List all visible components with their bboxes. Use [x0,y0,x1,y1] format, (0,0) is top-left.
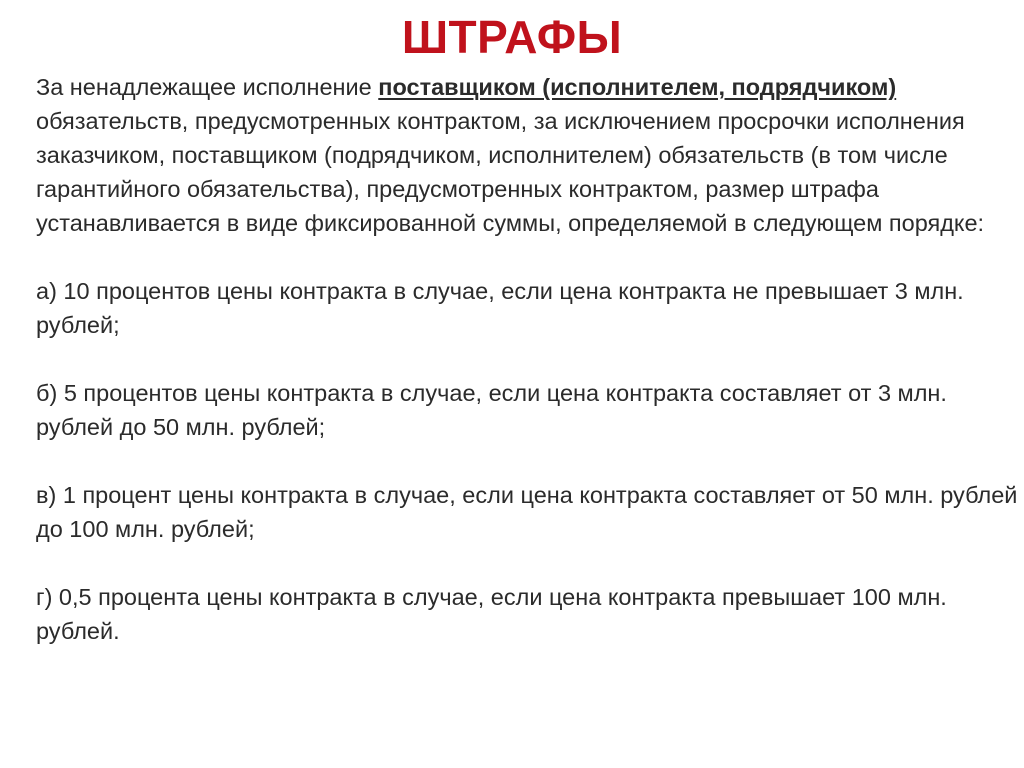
slide-body [36,70,1020,648]
fine-item-a: а) 10 процентов цены контракта в случае, если цена контракта не превышает 3 млн. рублей; [36,278,964,338]
intro-paragraph [36,70,1020,240]
fine-item-g: г) 0,5 процента цены контракта в случае, если цена контракта превышает 100 млн. рублей. [36,584,947,644]
slide-title: ШТРАФЫ [401,11,623,63]
intro-text-after: обязательств, предусмотренных контрактом, за исключением просрочки исполнения заказчиком, поставщиком (подрядчиком, исполнителем) обязательств (в том числе гарантийного обязательства), предусмотренных контрактом, размер штрафа устанавливается в виде фиксированной суммы, определяемой в следующем порядке: [36,108,985,236]
fine-item-v: в) 1 процент цены контракта в случае, если цена контракта составляет от 50 млн. рублей до 100 млн. рублей; [36,482,1018,542]
intro-text-before: За ненадлежащее исполнение [36,74,379,100]
fine-item-b: б) 5 процентов цены контракта в случае, если цена контракта составляет от 3 млн. рублей до 50 млн. рублей; [36,380,947,440]
intro-emphasis-party: поставщиком (исполнителем, подрядчиком) [378,74,897,100]
